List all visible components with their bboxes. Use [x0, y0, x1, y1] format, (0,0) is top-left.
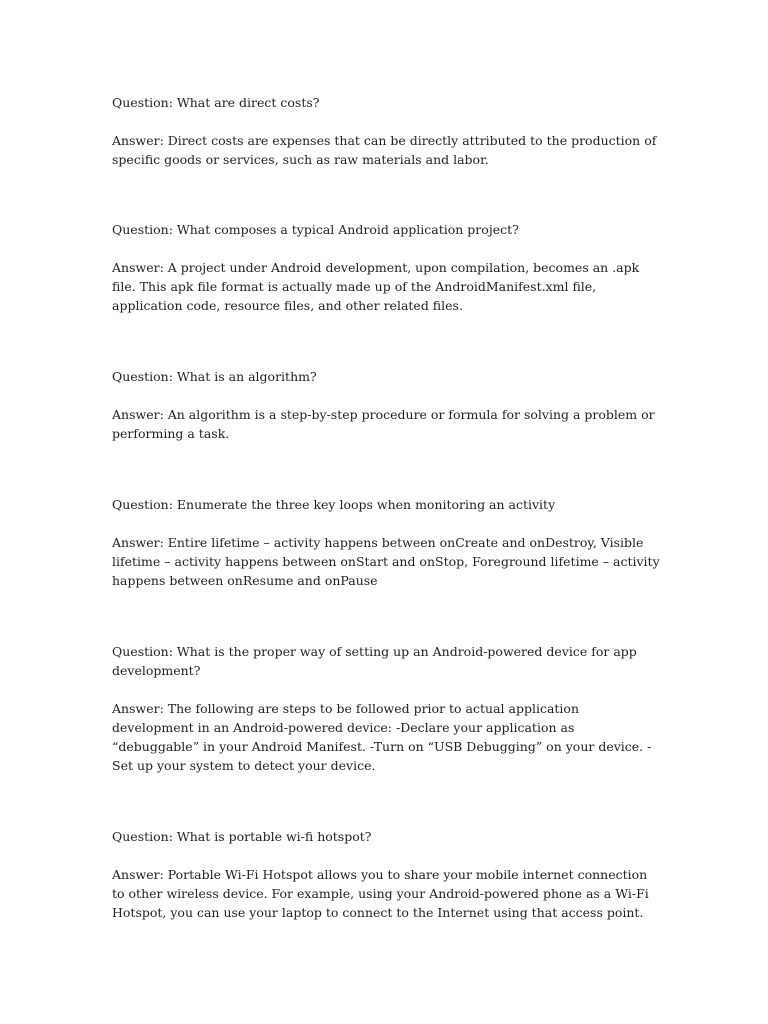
question-text: Question: What is an algorithm?	[112, 369, 317, 384]
answer-text: Answer: Entire lifetime – activity happens between onCreate and onDestroy, Visible lifetime – activity happens between onStart and onStop, Foreground lifetime – activity happens between onResume and onPause	[112, 535, 660, 588]
qa-block	[112, 93, 660, 169]
question-text: Question: What is the proper way of setting up an Android-powered device for app development?	[112, 644, 637, 678]
question-text: Question: What is portable wi-fi hotspot?	[112, 829, 372, 844]
answer-text: Answer: The following are steps to be followed prior to actual application development in an Android-powered device: -Declare your application as “debuggable” in your Android Manifest. -Turn on “USB Debugging” on your device. -Set up your system to detect your device.	[112, 701, 652, 773]
answer-text: Answer: A project under Android development, upon compilation, becomes an .apk file. This apk file format is actually made up of the AndroidManifest.xml file, application code, resource files, and other related files.	[112, 260, 640, 313]
question-text: Question: What composes a typical Android application project?	[112, 222, 519, 237]
answer-text: Answer: Portable Wi-Fi Hotspot allows you to share your mobile internet connection to other wireless device. For example, using your Android-powered phone as a Wi-Fi Hotspot, you can use your laptop to connect to the Internet using that access point.	[112, 867, 649, 920]
answer-text: Answer: An algorithm is a step-by-step procedure or formula for solving a problem or performing a task.	[112, 407, 655, 441]
question-text: Question: Enumerate the three key loops when monitoring an activity	[112, 497, 556, 512]
qa-block	[112, 827, 660, 922]
qa-block	[112, 220, 660, 315]
qa-block	[112, 367, 660, 443]
question-text: Question: What are direct costs?	[112, 95, 320, 110]
answer-text: Answer: Direct costs are expenses that can be directly attributed to the production of specific goods or services, such as raw materials and labor.	[112, 133, 657, 167]
qa-block	[112, 495, 660, 590]
qa-block	[112, 642, 660, 775]
